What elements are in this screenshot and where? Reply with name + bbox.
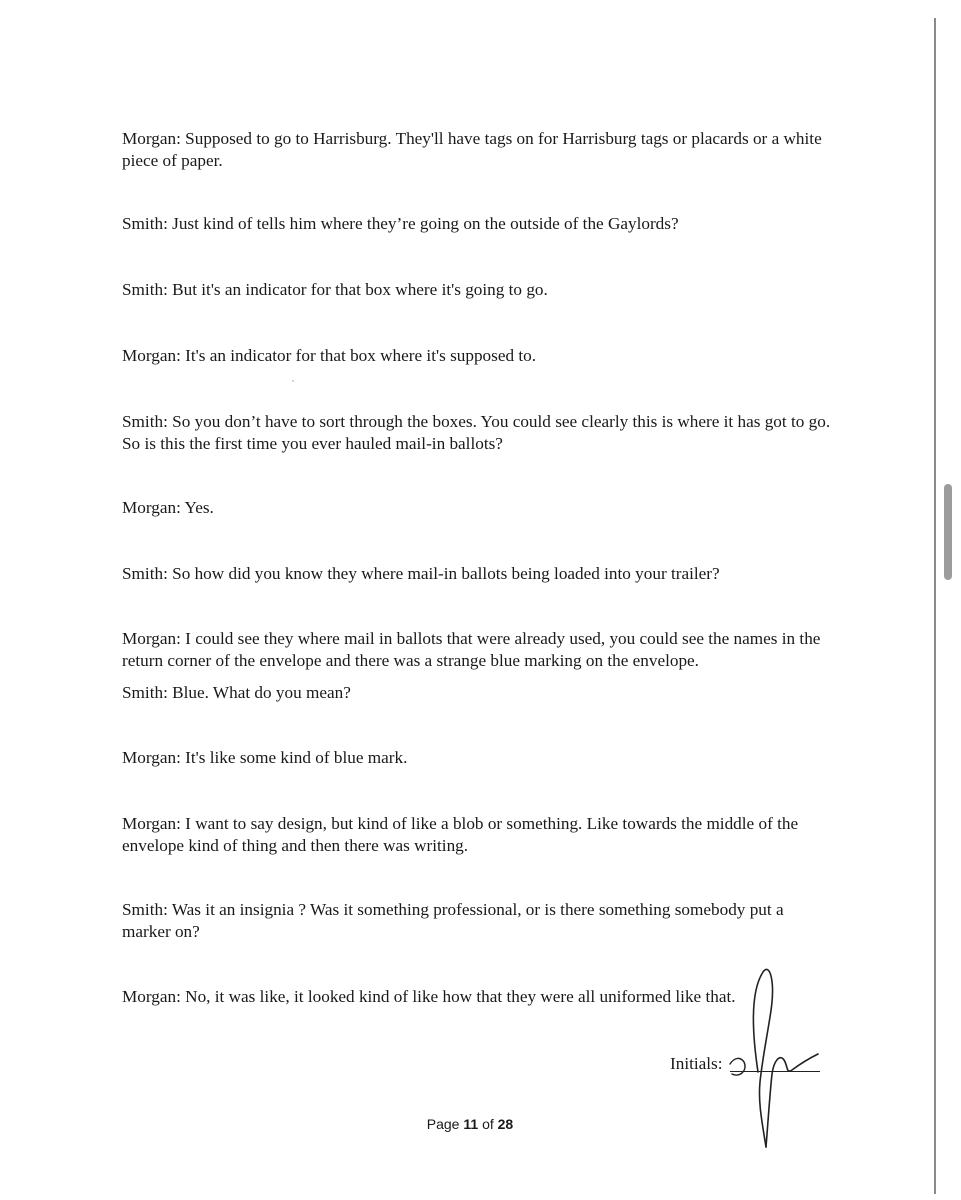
transcript-paragraph: Smith: So how did you know they where mail-in ballots being loaded into your trailer? <box>122 564 720 583</box>
scrollbar-thumb[interactable] <box>944 484 952 580</box>
page-number-footer <box>0 1116 940 1132</box>
transcript-paragraph: Smith: Blue. What do you mean? <box>122 683 351 702</box>
transcript-paragraph: Morgan: It's an indicator for that box where it's supposed to. <box>122 346 537 365</box>
initials-label: Initials: <box>670 1054 723 1073</box>
transcript-paragraph: Morgan: I could see they where mail in ballots that were already used, you could see the names in the return corner of the envelope and there was a strange blue marking on the envelope. <box>122 629 821 670</box>
transcript-paragraph: Smith: But it's an indicator for that box where it's going to go. <box>122 280 548 299</box>
transcript-paragraph: Morgan: No, it was like, it looked kind of like how that they were all uniformed like that. <box>122 987 736 1006</box>
transcript-paragraph: Smith: Was it an insignia ? Was it something professional, or is there something somebody put a marker on? <box>122 900 784 941</box>
page-word: Page <box>426 1116 460 1132</box>
current-page-number: 11 <box>463 1116 479 1132</box>
total-pages-number: 28 <box>497 1116 514 1132</box>
scrollbar-track[interactable] <box>934 18 936 1194</box>
transcript-paragraph: Morgan: It's like some kind of blue mark. <box>122 748 408 767</box>
transcript-paragraph: Smith: Just kind of tells him where they’re going on the outside of the Gaylords? <box>122 214 679 233</box>
scan-speck <box>292 380 294 382</box>
transcript-paragraph: Morgan: I want to say design, but kind of like a blob or something. Like towards the middle of the envelope kind of thing and then there was writing. <box>122 814 799 855</box>
transcript-paragraph: Smith: So you don’t have to sort through the boxes. You could see clearly this is where it has got to go. So is this the first time you ever hauled mail-in ballots? <box>122 412 831 453</box>
transcript-paragraph: Morgan: Yes. <box>122 498 214 517</box>
of-word: of <box>482 1116 494 1132</box>
transcript-paragraph: Morgan: Supposed to go to Harrisburg. They'll have tags on for Harrisburg tags or placards or a white piece of paper. <box>122 129 822 170</box>
